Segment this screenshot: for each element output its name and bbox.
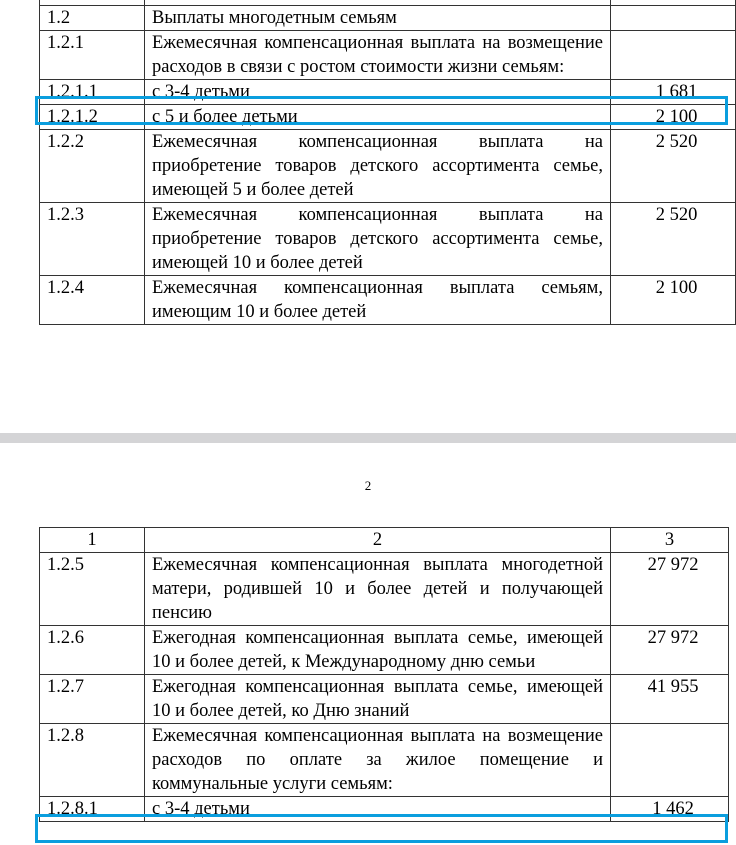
cell-num: 1.2.4 [40,276,145,325]
table-row [40,724,729,797]
cell-num: 1.2.1.1 [40,80,145,105]
cell-value: 2 520 [611,130,736,203]
table-row [40,797,729,822]
cell-num: 1.2.8 [40,724,145,797]
cell-text: Ежемесячная компенсационная выплата семьям, имеющим 10 и более детей [145,276,611,325]
table-row [40,80,736,105]
cell-text: с 3-4 детьми [145,797,611,822]
table-row [40,276,736,325]
page-break [0,433,736,443]
table-row [40,203,736,276]
cell-num: 1.2.3 [40,203,145,276]
cell-value [611,31,736,80]
benefits-table-page-1 [39,0,736,325]
cell-num: 1.2.6 [40,626,145,675]
cell-num: 1.2 [40,6,145,31]
page-number: 2 [364,478,372,493]
cell-value [611,6,736,31]
cell-value: 27 972 [611,626,729,675]
cell-text: Ежегодная компенсационная выплата семье, имеющей 10 и более детей, к Международному дню семьи [145,626,611,675]
cell-text: с 3-4 детьми [145,80,611,105]
table-row [40,626,729,675]
cell-text: Ежемесячная компенсационная выплата на приобретение товаров детского ассортимента семье, имеющей 10 и более детей [145,203,611,276]
cell-num: 1.2.2 [40,130,145,203]
table-row [40,553,729,626]
cell-value: 1 462 [611,797,729,822]
header-col-2: 2 [145,528,611,553]
cell-text: с 5 и более детьми [145,105,611,130]
cell-value: 2 100 [611,276,736,325]
cell-value: 27 972 [611,553,729,626]
cell-text: Ежемесячная компенсационная выплата на возмещение расходов в связи с ростом стоимости жизни семьям: [145,31,611,80]
table-row [40,130,736,203]
cell-text: Выплаты многодетным семьям [145,6,611,31]
table-row [40,6,736,31]
cell-value: 1 681 [611,80,736,105]
cell-num: 1.2.1 [40,31,145,80]
table-header-row [40,528,729,553]
cell-num: 1.2.8.1 [40,797,145,822]
cell-num: 1.2.5 [40,553,145,626]
header-col-3: 3 [611,528,729,553]
cell-value: 2 100 [611,105,736,130]
cell-text: Ежегодная компенсационная выплата семье, имеющей 10 и более детей, ко Дню знаний [145,675,611,724]
table-row [40,105,736,130]
header-col-1: 1 [40,528,145,553]
table-row [40,675,729,724]
cell-value: 2 520 [611,203,736,276]
benefits-table-page-2 [39,527,729,822]
cell-text: Ежемесячная компенсационная выплата на приобретение товаров детского ассортимента семье, имеющей 5 и более детей [145,130,611,203]
cell-num: 1.2.1.2 [40,105,145,130]
table-row [40,31,736,80]
cell-value: 41 955 [611,675,729,724]
cell-text: Ежемесячная компенсационная выплата многодетной матери, родившей 10 и более детей и получающей пенсию [145,553,611,626]
cell-value [611,724,729,797]
cell-text: Ежемесячная компенсационная выплата на возмещение расходов по оплате за жилое помещение и коммунальные услуги семьям: [145,724,611,797]
cell-num: 1.2.7 [40,675,145,724]
